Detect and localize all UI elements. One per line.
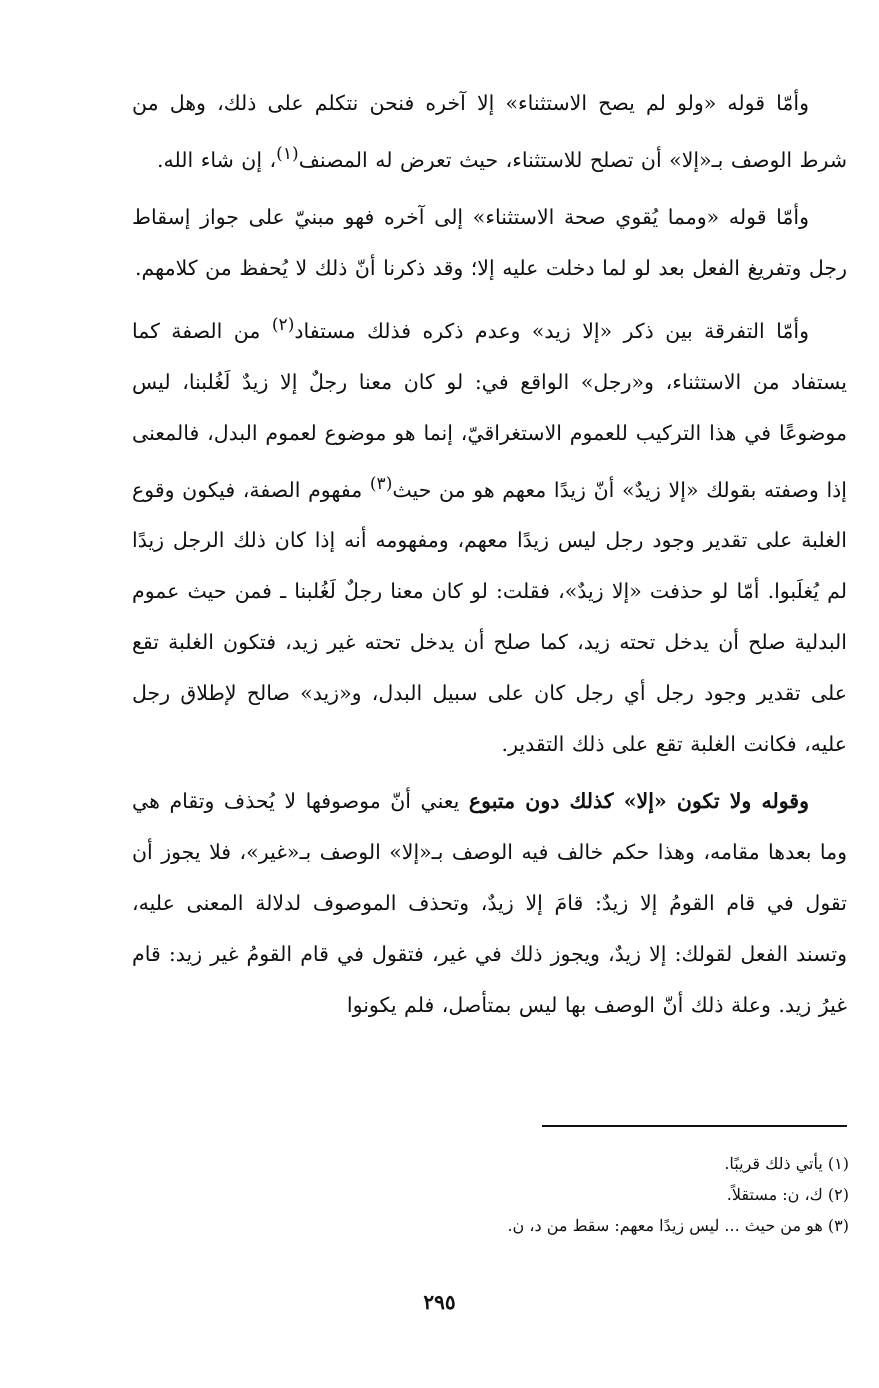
footnote-2: (٢) ك، ن: مستقلاً. — [726, 1185, 849, 1204]
paragraph-3-text: وأمّا التفرقة بين ذكر «إلا زيد» وعدم ذكره فذلك مستفاد — [294, 318, 809, 343]
footnote-divider — [542, 1125, 847, 1127]
paragraph-3 — [132, 300, 847, 771]
paragraph-1-text: وأمّا قوله «ولو لم يصح الاستثناء» إلا آخره فنحن نتكلم على ذلك، وهل من شرط الوصف بـ«إلا» أن تصلح للاستثناء، حيث تعرض له المصنف — [132, 91, 847, 172]
page-number: ٢٩٥ — [423, 1290, 456, 1314]
paragraph-3-middle: من الصفة كما يستفاد من الاستثناء، و«رجل» الواقع في: لو كان معنا رجلٌ إلا زيدٌ لَغُلبنا، ليس موضوعًا في هذا التركيب للعموم الاستغراقيّ، إنما هو موضوع لعموم البدل، فالمعنى إذا وصفته بقولك «إلا زيدٌ» أنّ زيدًا معهم هو من حيث — [132, 318, 847, 502]
footnote-3: (٣) هو من حيث ... ليس زيدًا معهم: سقط من د، ن. — [507, 1216, 849, 1235]
main-text — [132, 78, 847, 1037]
footnote-ref-1: (١) — [276, 144, 299, 164]
paragraph-3-tail: مفهوم الصفة، فيكون وقوع الغلبة على تقدير وجود رجل ليس زيدًا معهم، ومفهومه أنه إذا كان ذلك الرجل زيدًا لم يُغلَبوا. أمّا لو حذفت «إلا زيدٌ»، فقلت: لو كان معنا رجلٌ لَغُلبنا ـ فمن حيث عموم البدلية صلح أن يدخل تحته زيد، كما صلح أن يدخل تحته غير زيد، فتكون الغلبة تقع على تقدير وجود رجل أي رجل كان على سبيل البدل، و«زيد» صالح لإطلاق رجل عليه، فكانت الغلبة تقع على ذلك التقدير. — [132, 477, 847, 757]
paragraph-4-text: يعني أنّ موصوفها لا يُحذف وتقام هي وما بعدها مقامه، وهذا حكم خالف فيه الوصف بـ«إلا» الوصف بـ«غير»، فلا يجوز أن تقول في قام القومُ إلا زيدٌ: قامَ إلا زيدٌ، وتحذف الموصوف لدلالة المعنى عليه، وتسند الفعل لقولك: إلا زيدٌ، ويجوز ذلك في غير، فتقول في قام القومُ غير زيد: قام غيرُ زيد. وعلة ذلك أنّ الوصف بها ليس بمتأصل، فلم يكونوا — [132, 789, 847, 1018]
paragraph-2 — [132, 192, 847, 294]
footnotes — [249, 1148, 849, 1241]
footnote-1: (١) يأتي ذلك قريبًا. — [724, 1154, 849, 1173]
paragraph-4 — [132, 776, 847, 1031]
paragraph-4-lead: وقوله ولا تكون «إلا» كذلك دون متبوع — [468, 789, 809, 814]
paragraph-2-text: وأمّا قوله «ومما يُقوي صحة الاستثناء» إلى آخره فهو مبنيّ على جواز إسقاط رجل وتفريغ الفعل بعد لو لما دخلت عليه إلا؛ وقد ذكرنا أنّ ذلك لا يُحفظ من كلامهم. — [132, 204, 847, 280]
paragraph-1 — [132, 78, 847, 186]
footnote-ref-2: (٢) — [271, 314, 295, 335]
paragraph-1-tail: ، إن شاء الله. — [156, 147, 277, 172]
footnote-ref-3: (٣) — [369, 473, 393, 494]
